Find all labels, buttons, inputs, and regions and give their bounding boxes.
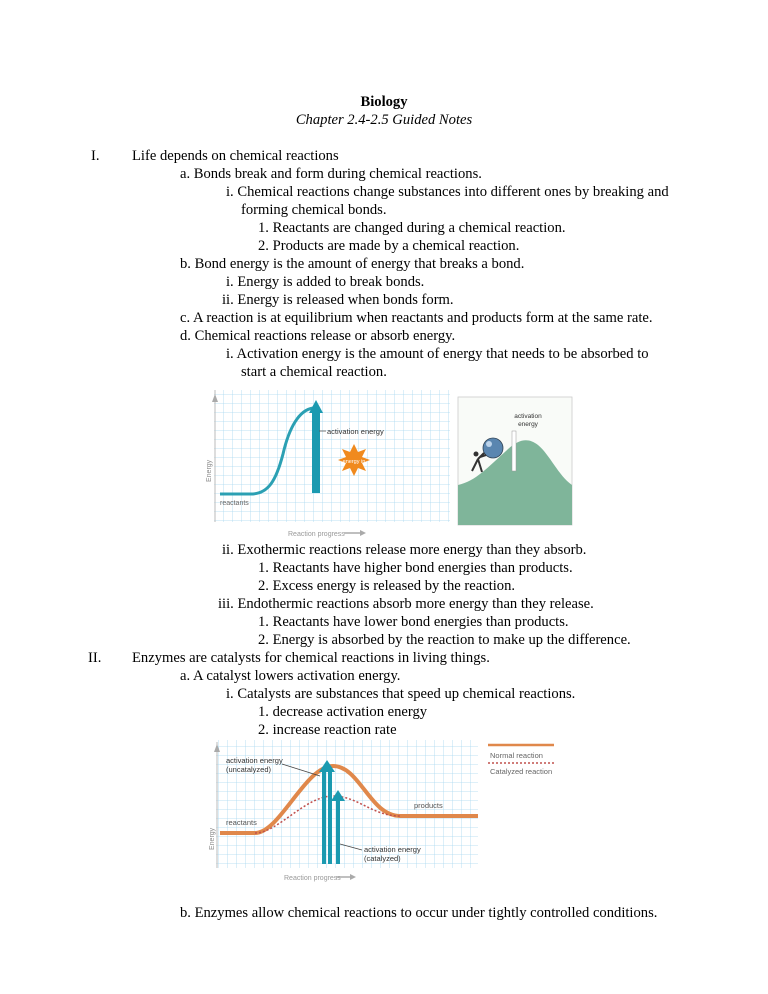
outline-item: c. A reaction is at equilibrium when reactants and products form at the same rate.: [180, 310, 653, 326]
outline-item: i. Chemical reactions change substances into different ones by breaking and: [226, 184, 669, 200]
outline-item: i. Activation energy is the amount of energy that needs to be absorbed to: [226, 346, 649, 362]
legend-catalyzed-label: Catalyzed reaction: [490, 767, 553, 776]
outline-item: d. Chemical reactions release or absorb energy.: [180, 328, 456, 344]
outline-item: 1. decrease activation energy: [258, 704, 428, 720]
outline-item: 2. Excess energy is released by the reaction.: [258, 578, 516, 594]
activation-energy-bar: [312, 409, 320, 493]
legend-normal-label: Normal reaction: [490, 751, 543, 760]
hill-label-line1: activation: [514, 413, 542, 420]
graph-grid: [214, 390, 450, 522]
section-heading: Enzymes are catalysts for chemical reactions in living things.: [132, 650, 490, 666]
reaction-progress-arrow: [350, 874, 356, 880]
outline-item: 2. Products are made by a chemical reaction.: [258, 238, 520, 254]
outline-item: 2. increase reaction rate: [258, 722, 397, 738]
outline-item: 1. Reactants have higher bond energies than products.: [258, 560, 573, 576]
activation-uncatalyzed-label-line2: (uncatalyzed): [226, 765, 272, 774]
outline-item: b. Bond energy is the amount of energy that breaks a bond.: [180, 256, 525, 272]
activation-energy-marker: [512, 431, 516, 471]
section-heading: Life depends on chemical reactions: [132, 148, 339, 164]
energy-axis-label: Energy: [209, 827, 216, 850]
activation-energy-label: activation energy: [327, 427, 384, 436]
outline-item: iii. Endothermic reactions absorb more energy than they release.: [218, 596, 594, 612]
page-title: Biology: [360, 94, 408, 110]
uncatalyzed-bar: [322, 768, 326, 864]
outline-item: forming chemical bonds.: [241, 202, 387, 218]
reaction-progress-label: Reaction progress: [288, 531, 345, 538]
outline-item: i. Catalysts are substances that speed up chemical reactions.: [226, 686, 576, 702]
outline-item: 1. Reactants have lower bond energies than products.: [258, 614, 569, 630]
reaction-progress-arrow: [360, 530, 366, 536]
activation-uncatalyzed-label-line1: activation energy: [226, 756, 283, 765]
catalyzed-bar: [336, 798, 340, 864]
outline-item: ii. Energy is released when bonds form.: [222, 292, 454, 308]
outline-item: 2. Energy is absorbed by the reaction to make up the difference.: [258, 632, 631, 648]
catalyzed-reaction-graph: [210, 738, 570, 886]
activation-catalyzed-label-line1: activation energy: [364, 845, 421, 854]
outline-item: a. A catalyst lowers activation energy.: [180, 668, 401, 684]
energy-burst-label: energy in: [342, 459, 366, 465]
reaction-progress-label: Reaction progress: [284, 875, 341, 882]
section-number: I.: [91, 148, 100, 164]
hill-label-line2: energy: [518, 421, 538, 428]
products-label: products: [414, 801, 443, 810]
outline-item: start a chemical reaction.: [241, 364, 387, 380]
page-subtitle: Chapter 2.4-2.5 Guided Notes: [295, 112, 473, 128]
activation-hill-illustration: [458, 397, 572, 525]
reactants-label: reactants: [220, 500, 249, 507]
section-number: II.: [88, 650, 102, 666]
reactants-label: reactants: [226, 818, 257, 827]
activation-catalyzed-label-line2: (catalyzed): [364, 854, 401, 863]
energy-axis-label: Energy: [206, 459, 213, 482]
outline-item: ii. Exothermic reactions release more energy than they absorb.: [222, 542, 587, 558]
activation-energy-graph: [206, 386, 452, 540]
outline-item: a. Bonds break and form during chemical reactions.: [180, 166, 482, 182]
outline-item: i. Energy is added to break bonds.: [226, 274, 425, 290]
outline-item: 1. Reactants are changed during a chemical reaction.: [258, 220, 566, 236]
outline-item: b. Enzymes allow chemical reactions to occur under tightly controlled conditions.: [180, 905, 658, 921]
